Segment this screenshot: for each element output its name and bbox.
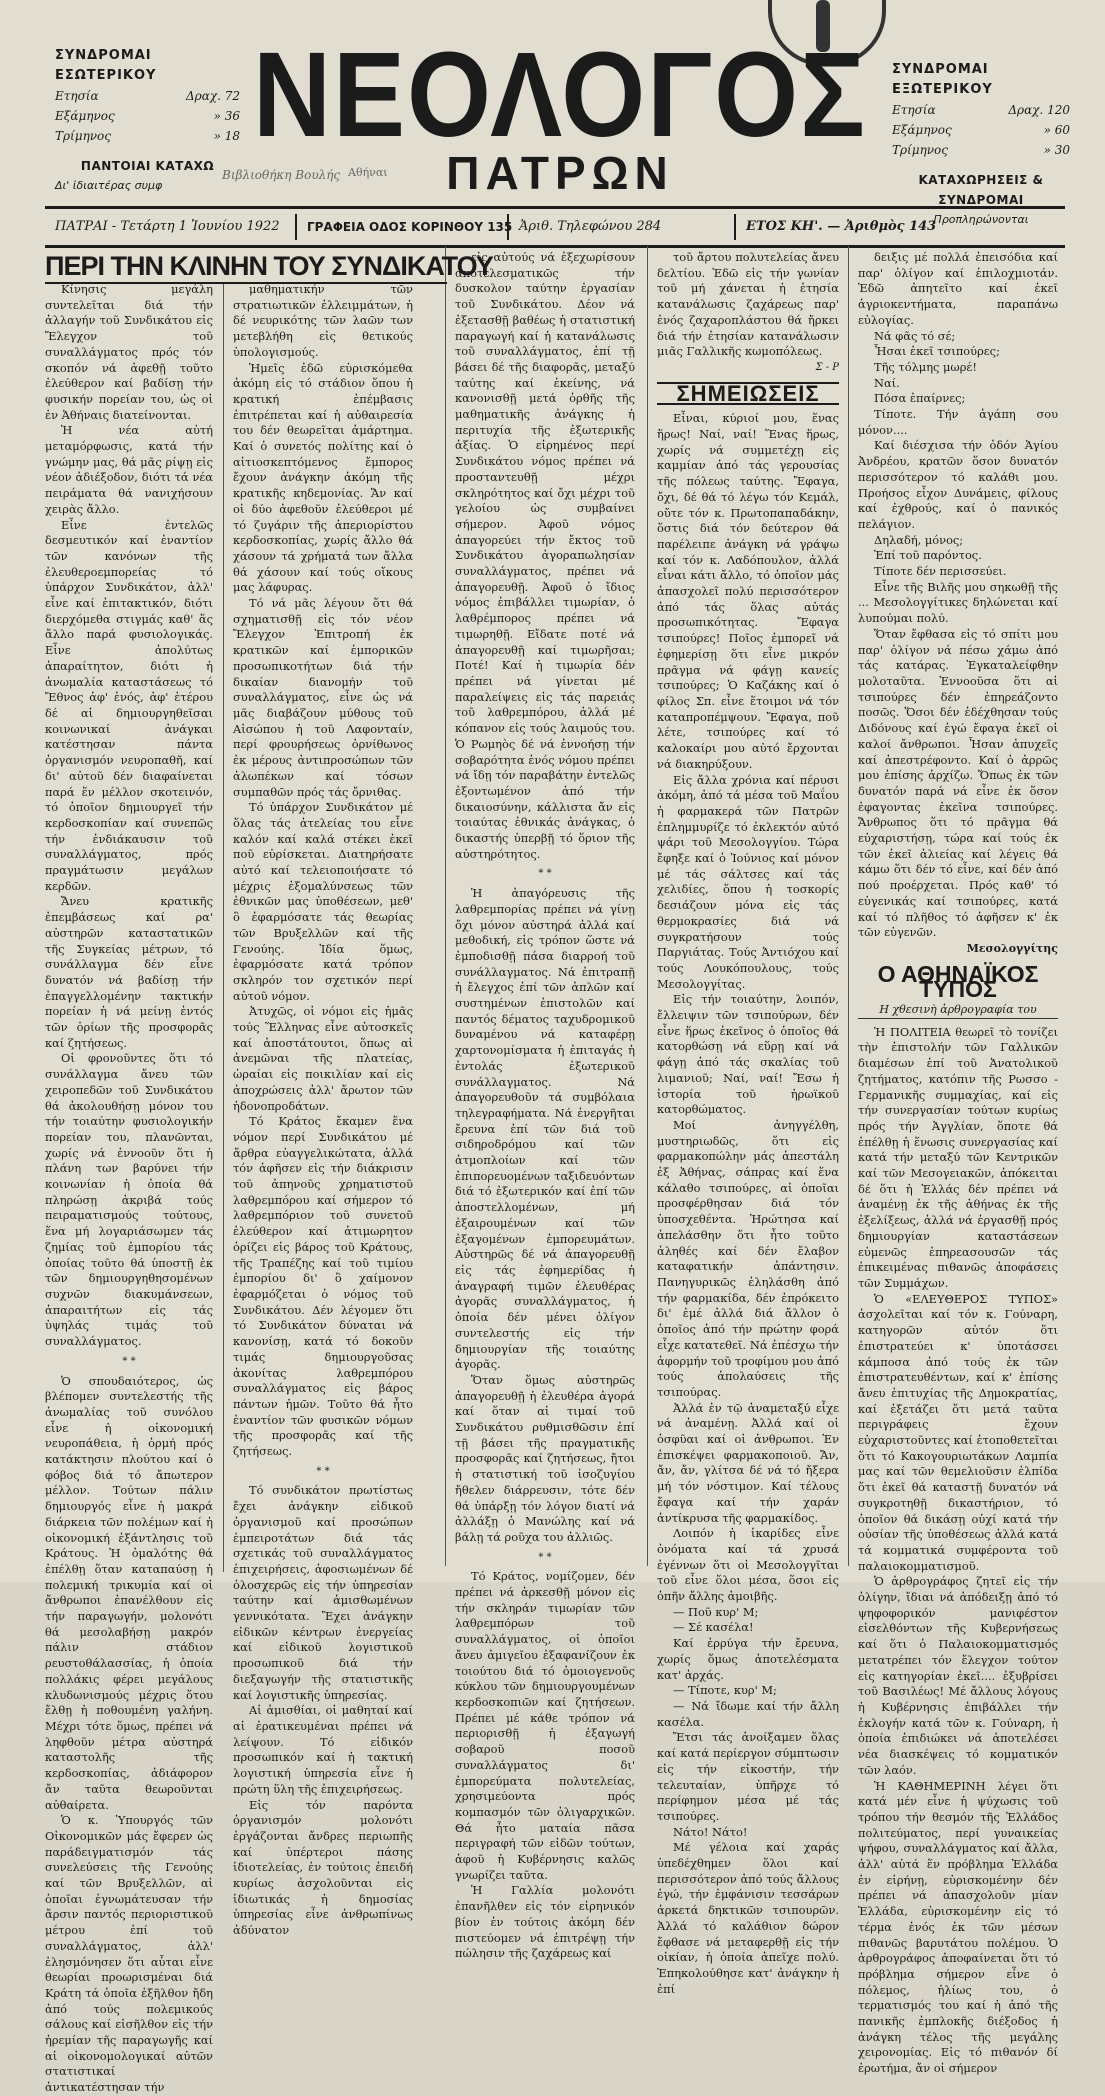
paragraph: δειξις μέ πολλά ἐπεισόδια καί παρ' ὀλίγον καί ἐπιλοχμιοτάν. Ἐδῶ ἀπητεῖτο καί ἐκεῖ ἀγριοκεντήματα, παραπάνω εὐλογίας. [858,250,1058,327]
ads-note-sub: Προπληρώνονται [933,213,1029,226]
paragraph: Δηλαδή, μόνος; [874,532,964,547]
article-column-3 [455,250,635,1961]
paragraph: Τίποτε. Τήν ἀγάπη σου μόνον.... [858,407,1058,437]
paragraph: εἰς αὐτούς νά ἐξεχωρίσουν ἀποτελεσματικῶς τήν δυσκολον ταύτην ἐργασίαν τοῦ Συνδικάτου. Δέον νά ἐξετασθῇ βαθέως ἡ στατιστική παραγωγή καί ἡ κατανάλωσις τοῦ συναλλάγματος, ἐπί τῇ βάσει δέ τῆς διαφορᾶς, μεταξύ ταύτης καί ἐκείνης, νά κανονισθῇ μετά ὀρθῆς τῆς μαθηματικῆς ἀνάγκης ἡ περιτυχία τῆς ἐξωτερικῆς ἀξίας. Ὁ εἰρημένος περί Συνδικάτου νόμος πρέπει νά προσταντευθῇ μέχρι σκληρότητος καί ὄχι μέχρι τοῦ γελοίου ὡς συμβαίνει σήμερον. Ἀφοῦ νόμος ἀπαγορεύει τήν ἔκτος τοῦ Συνδικάτου ἀγοραπωλησίαν συναλλάγματος, πρέπει νά ἀπαγορευθῇ. Ἀφοῦ ὁ ἴδιος νόμος ἐπιβάλλει τιμωρίαν, ὁ λαθρέμπορος πρέπει νά τιμωρηθῇ. Εἴδατε ποτέ νά ἀπαγορευθῇ καί τιμωρῆσαι; Ποτέ! Καί ἡ τιμωρία δέν πρέπει νά γίνεται μέ παραλείψεις εἰς τάς παρειάς τοῦ λαθρεμπόρου, ἀλλά μέ κόπανον εἰς τούς λαιμούς του. Ὁ Ρωμηὸς δέ νά ἐννοήσῃ τήν σοβαρότητα ἑνός νόμου πρέπει νά ἴδῃ τόν παραβάτην ἐντελῶς ἐξοντωμένον ἀπό τήν δικαιοσύνην, κάλλιστα ἄν εἰς τοιαύτας ἐθνικάς ἀνάγκας, ὁ δικαστής ὑπερβῇ τό ὅριον τῆς αὐστηρότητος. [455,250,635,861]
newspaper-subtitle: ΠΑΤΡΩΝ [446,147,674,199]
paragraph: Τίποτε δέν περισσεύει. [874,564,1007,579]
paragraph: Ἡ Γαλλία μολονότι ἐπανῆλθεν εἰς τόν εἰρηνικόν βίον ἐν τούτοις ἀκόμη δέν πιστεύομεν νά ἐπιτρέψῃ τήν πώλησιν τῆς ζαχάρεως καί [455,1883,635,1961]
paragraph: Ἀλλά ἐν τῷ ἀναμεταξύ εἶχε νά ἀναμένῃ. Ἀλλά καί οἱ ὀσφῦαι καί οἱ ἀνθρωποι. Ἐν ἐπισκέψει φαρμακοποιοῦ. Ἄν, ἄν, ἄν, γλίτσα δέ νά τό ἤξερα μή τόν νόστιμον. Καί τέλους ἔφαγα καί τήν χαράν ἀντίκρυσα τῆς φαρμακίδος. [657,1400,839,1525]
issue-number: ΕΤΟΣ ΚΗ'. — Ἀριθμὸς 143 [746,219,937,234]
paragraph: Τό Κράτος, νομίζομεν, δέν πρέπει νά ἀρκεσθῇ μόνον εἰς τήν σκληράν τιμωρίαν τῶν λαθρεμπόρων τοῦ συναλλάγματος, οἱ ὁποῖοι ἄνευ ἀμιγεῖου ἐξαφανίζουν ἐκ τοιούτου διά τό ὁμοιογενοῦς κύκλου τῶν δημιουργουμένων κερδοσκοπιῶν καί ζητήσεων. Πρέπει μέ κάθε τρόπον νά περιορισθῇ ἡ ἐξαγωγή σοβαροῦ ποσοῦ συναλλάγματος δι' ἐμπορεύματα πολυτελείας, χρησιμεύοντα πρός κομπασμόν τῶν ὀλιγαρχικῶν. Θά ἦτο ματαία πᾶσα περιγραφή τῶν εἰδῶν τούτων, ἀφοῦ ἡ Κυβέρνησις καλῶς γνωρίζει ταῦτα. [455,1569,635,1882]
column-rule [848,246,849,1566]
paragraph: Ἦσαι ἐκεῖ τσιπούρες; [874,344,1000,359]
paragraph: Λοιπόν ἡ ἱκαρίδες εἶνε ὀνόματα καί τά χρυσά ἐγέννων ὅτι οἱ Μεσολογγῖται τοῦ εἶνε ὅλοι μέσα, ὅσοι εἰς ὀπῆν ἄλλης ἀμοιβῆς. [657,1526,839,1604]
paragraph: Νάτο! Νάτο! [673,1824,748,1839]
subs-heading: ΣΥΝΔΡΟΜΑΙ ΕΞΩΤΕΡΙΚΟΥ [892,62,993,97]
paragraph: Ἔτσι τάς ἀνοίξαμεν ὅλας καί κατά περίεργον σύμπτωσιν εἰς τήν εἰκοστήν, τήν τελευταίαν, ὑπῆρχε τό περίφημον μέσα μέ τάς τσιπούρες. [657,1730,839,1823]
paragraph: Ἄνευ κρατικῆς ἐπεμβάσεως καί ρα' αὐστηρῶν καταστατικῶν τῆς Συγκείας μέτρων, τό συνάλλαγμα δέν εἶνε δυνατόν νά βαδίσῃ τήν ἐπαγγελλομένην τακτικήν πορείαν ἡ νά μείνῃ ἐντός τῶν ὁρίων τῆς προσφορᾶς καί ζητήσεως. [45,894,213,1050]
paragraph: Ἐπί τοῦ παρόντος. [874,548,982,563]
paragraph: Εἰς τήν τοιαύτην, λοιπόν, ἔλλειψιν τῶν τσιπούρων, δέν εἶνε ἥρως ἐκεῖνος ὁ ὁποῖος θά κατορθώσῃ νά εὕρῃ καί νά φάγῃ ἀπό τάς σκαλίας τοῦ λιμανιοῦ; Ναί, ναί! Ἔσω ἡ ἱστορία τοῦ ἡρωϊκοῦ κατορθώματος. [657,992,839,1117]
ads-note: ΠΑΝΤΟΙΑΙ ΚΑΤΑΧΩ [80,159,215,173]
foreign-subscriptions [892,60,1070,230]
paragraph: Ἡμεῖς ἐδῶ εὑρισκόμεθα ἀκόμη εἰς τό στάδιον ὅπου ἡ κρατική ἐπέμβασις ἐπιτρέπεται καί ἡ αὐθαιρεσία του δέν θεωρεῖται ἁμάρτημα. Καί ὁ συνετός πολίτης καί ὁ αἰτιοσκεπτόμενος ἔμπορος ἔχουν ἀνάγκην ἀκόμη τῆς κρατικῆς κηδεμονίας. Ἄν καί οἱ δύο ἀφεθοῦν ἐλεύθεροι μέ τό ζυγάριν τῆς ἀπεριορίστου κερδοσκοπίας, χωρίς ἄλλο θά χάσουν τά χρήματά των ἄλλα θά χάσουν καί τούς οἴκους μας λάφυρας. [233,360,413,595]
paragraph: — Σέ κασέλα! [673,1620,754,1635]
paragraph: — Τίποτε, κυρ' Μ; [673,1683,777,1698]
paragraph: Καί ἐρρύγα τήν ἔρευνα, χωρίς ὅμως ἀποτελέσματα κατ' ἀρχάς. [657,1636,839,1682]
article-column-2 [233,282,413,1938]
date-bar [45,206,1065,248]
paragraph: Ὅταν ἔφθασα εἰς τό σπίτι μου παρ' ὀλίγον νά πέσω χάμω ἀπό τάς κατάρας. Ἐγκαταλείφθην μολοταῦτα. Ἐννοοῦσα ὅτι αἱ τσιπούρες δέν ἐπηρεάζοντο ποσῶς. Ὅσοι δέν ἐδέχθησαν τούς Διδόνους καί ἐγώ ἔφαγα ἐκεῖ οἱ καλοί ἄνθρωποι. Ἦσαν ἀπυχεῖς καί ἀπεστρέφοντο. Καί ὁ ἀρρῶς μου ἐπίσης ἀρχίζω. Ὅπως ἐκ τῶν δυνατόν παρά νά εἶνε ἐκ ὅσον ἐφαγοντας ἐκεῖνα τσιπούρες. Ἄνθρωπος ὅτι τό πρᾶγμα θά εὐχαριστήσῃ, τώρα καί τούς ἐκ τῶν ἐκεῖ ἀλιείας καί λέγεις θά κάμω ὅτι δέν τό εἶνε, καί δέν ἀπό πού προέρχεται. Πρός καθ' τό εὐγενικάς καί τσιπούρες, κατά καί τό πλῆθος τό ἀφῆσεν κ' ἐκ τῶν εὐγενῶν. [858,626,1058,940]
separator-icon: * * [122,1355,136,1367]
separator-icon: * * [316,1465,330,1477]
paragraph: Ἡ νέα αὐτή μεταμόρφωσις, κατά τήν γνώμην μας, θά μᾶς ρίψῃ εἰς νέον ἀδιέξοδον, διότι τά νέα πειράματα θά νανιχήσουν χειρὰς ἄλλο. [45,423,213,516]
newspaper-title: ΝΕΟΛΟΓΟΣ [252,26,867,162]
phone-number: Ἀριθ. Τηλεφώνου 284 [509,214,736,240]
press-column [858,250,1058,2076]
column-rule [647,246,648,1566]
ads-note-sub: Δι' ἰδιαιτέρας συμφ [55,179,163,192]
subs-row: Τρίμηνος » 18 [55,129,240,143]
issue-date: ΠΑΤΡΑΙ - Τετάρτη 1 Ἰουνίου 1922 [45,214,297,240]
notes-heading: ΣΗΜΕΙΩΣΕΙΣ [657,382,839,406]
press-review-heading: Ο ΑΘΗΝΑΪΚΟΣ ΤΥΠΟΣ [877,960,1039,1003]
library-note: Βιβλιοθήκη Βουλής [222,168,341,182]
article-headline: ΠΕΡΙ ΤΗΝ ΚΛΙΝΗΝ ΤΟΥ ΣΥΝΔΙΚΑΤΟΥ [45,250,447,284]
paragraph: μαθηματικήν τῶν στρατιωτικῶν ἐλλειμμάτων, ἡ δέ νευρικότης τῶν λαῶν των μετεβλήθη εἰς θετικούς ὑπολογισμούς. [233,282,413,359]
paragraph: Νά φᾶς τό σέ; [874,328,956,343]
article-signature: Μεσολογγίτης [966,941,1058,955]
paragraph: Εἶνε τῆς Βιλῆς μου σηκωθῇ τῆς ... Μεσολογγίτικες δηλώνεται καί λυπούμαι πολύ. [858,579,1058,626]
paragraph: Κίνησις μεγάλη συντελεῖται διά τήν ἀλλαγήν τοῦ Συνδικάτου εἰς Ἔλεγχον τοῦ συναλλάγματος πρός τόν σκοπόν νά ἀφεθῇ τοῦτο ἐλεύθερον καί βαδίσῃ τήν φυσικήν πορείαν του, ὡς οἱ ἐν Ἀθήναις διατείνονται. [45,282,213,422]
subs-row: Εξάμηνος » 36 [55,109,240,123]
athens-note: Αθήναι [348,166,388,179]
subs-row: Εξάμηνος » 60 [892,123,1070,137]
paragraph: Μέ γέλοια καί χαράς ὑπεδέχθημεν ὅλοι καί περισσότερον ἀπό τούς ἄλλους ἐγώ, τήν ἐμφάνισιν τεσσάρων ἀρκετά δηκτικῶν τσιπουρῶν. Ἀλλά τό καλάθιον δώρον ἔφθασε νά μεταφερθῇ εἰς τήν οἰκίαν, ἡ ὁποία ἀπεῖχε πολύ. Ἐπηκολούθησε κατ' ἀνάγκην ἡ ἐπί [657,1840,839,1996]
article-signature: Σ - Ρ [815,361,839,373]
column-rule [223,282,224,1572]
paragraph: Πόσα ἐπαίρνες; [874,391,966,406]
article-column-1 [45,282,213,2095]
subs-heading: ΣΥΝΔΡΟΜΑΙ ΕΣΩΤΕΡΙΚΟΥ [55,48,157,83]
paragraph: Τό Κράτος ἔκαμεν ἕνα νόμον περί Συνδικάτου μέ ἄρθρα εὐαγγελικώτατα, ἀλλά τόν ἀφῆσεν εἰς τήν διάκρισιν τοῦ ἀπηνοῦς χρηματιστοῦ λαθρεμπόρου καί σήμερον τό λαθρεμπόριον τοῦ συνετοῦ ἐλεύθερον καί ἀτιμωρητον ὁρίζει εἰς βάρος τοῦ Κράτους, τῆς Τραπέζης καί τοῦ τιμίου ἐμπορίου δι' ὃ χαίμονον ἐφαρμόζεται ὁ νόμος τοῦ Συνδικάτου. Δέν λέγομεν ὅτι τό Συνδικάτον δύναται νά κανονίσῃ, κατά τό δοκοῦν τιμάς δημιουργοῦσας ἀκονίτας λαθρεμπόρου συναλλάγματος εἰς βάρος πάντων ἡμῶν. Τοῦτο θά ἦτο ἐναντίον τῶν φυσικῶν νόμων τῆς προσφορᾶς καί τῆς ζητήσεως. [233,1114,413,1459]
ads-note: ΚΑΤΑΧΩΡΗΣΕΙΣ & ΣΥΝΔΡΟΜΑΙ [918,173,1044,207]
subs-row: Ετησία Δραχ. 72 [55,89,240,103]
paragraph: Ἡ ἀπαγόρευσις τῆς λαθρεμπορίας πρέπει νά γίνῃ ὄχι μόνον αὐστηρά ἀλλά καί μεθοδική, εἰς τρόπον ὥστε νά ἐμποδισθῇ πάσα διαρροή τοῦ συνάλλαγματος. Νά ἐπιτραπῇ ἡ ἔλεγχος ἐπί τῶν ἁπλῶν καί συστημένων ἐπιστολῶν καί παντός δέματος ταχυδρομικοῦ δυναμένου νά καταφέρῃ χαρτονομίσματα ἡ ἐπιταγάς ἡ ἐντολάς ἐξωτερικοῦ συνάλλαγματος. Νά ἀπαγορευθοῦν τά συμβόλαια τηλεγραφήματα. Νά ἐνεργῆται ἔρευνα ἐπί τῶν διά τοῦ σιδηροδρόμου καί τῶν ἀτμοπλοίων καί τῶν ἐπιπορευομένων ταξιδευόντων διά τό ἐξωτερικόν καί ἐπί τῶν ἀποστελλομένων, μή ἐξαιρουμένων καί τῶν ἐξαγομένων ἐμπορευμάτων. Αὐστηρῶς δέ νά ἀπαγορευθῇ εἰς τάς ἐφημερίδας ἡ ἀναγραφή τιμῶν ἐλευθέρας ἀγορᾶς συναλλάγματος, ἡ ὁποία δέν μένει ὀλίγον συντελεστής εἰς τήν δημιουργίαν τῆς τοιαύτης ἀγορᾶς. [455,886,635,1372]
column-rule [445,246,446,1566]
paragraph: Ἡ ΠΟΛΙΤΕΙΑ θεωρεῖ τὸ τονίζει τὴν ἐπιστολήν τῶν Γαλλικῶν διαμέσων ἐπί τοῦ Ἀνατολικοῦ ζητήματος, κατόπιν τῆς Ρωσσο - Γερμανικῆς συμμαχίας, καί εἰς τήν συνεργασίαν τούτων κυρίως πρός τήν Ἀγγλίαν, ὅποτε θά ἐπέλθῃ ἡ ἕνωσις συνεργασίας καί κατά τήν μεταξύ τῶν Κεντρικῶν καί τῶν Μεσογειακῶν, ἀπόκειται δέ ὅτι ἡ Ἑλλάς δέν πρέπει νά ἀναμένῃ ἐκ τῆς ἀθήνας ἐκ τῆς ἐξελίξεως, ἀλλά νά ἐργασθῇ πρός δημιουργίαν καταστάσεων εὐμενῶς ἐπηρεασουσῶν τάς ἐπικειμένας πιθανῶς ἀποφάσεις τῶν Συμμάχων. [858,1024,1058,1290]
paragraph: Τό ὑπάρχον Συνδικάτον μέ ὅλας τάς ἀτελείας του εἶνε καλόν καί καλά στέκει ἐκεῖ ποῦ εὑρίσκεται. Διατηρήσατε αὐτό καί τελειοποιήσατε τό μέχρις ἐξομαλύνσεως τῶν ἐθνικῶν μας ὑποθέσεων, μεθ' ὃ ἐφαρμόσατε τάς θεωρίας τῶν Βρυξελλῶν καί τῆς Γενούης. Ἰδία ὅμως, ἐφαρμόσατε κατά τρόπον σκληρόν τον σχετικόν περί αὐτοῦ νόμον. [233,800,413,1003]
paragraph: Μοί ἀνηγγέλθη, μυστηριωδῶς, ὅτι εἰς φαρμακοπώλην μάς ἀπεστάλη ἐξ Ἀθήνας, σάπρας καί ἕνα κάλαθο τσιπούρες, αἱ ὁποῖαι προσφέρθησαν διά τόν ὑποσχεθέντα. Ἠρώτησα καί ἀπελάσθην ὅτι ἦτο τοῦτο ἀληθές καί δέν ἔλαβον καταφατικήν ἀπάντησιν. Πανηγυρικῶς ἐληλάσθη ἀπό τήν φαρμακίδα, δέν ἐπρόκειτο δι' ἐμέ ἀλλά διά ἄλλον ὁ ὁποῖος ἀπό τήν πρώτην φορά εἶχε κατατεθεῖ. Νά ἐπέσχω τήν ἀφορμήν τοῦ τροφίμου μου ἀπό τούς ἀπολαύσεις τῆς τσιπούρας. [657,1117,839,1399]
paragraph: τοῦ ἄρτου πολυτελείας ἄνευ δελτίου. Ἐδῶ εἰς τήν γωνίαν τοῦ μή χάνεται ἡ ἐτησία κατανάλωσις ζαχάρεως παρ' ἑνός ζαχαροπλάστου θά ἤρκει διά τήν ἐτησίαν κατανάλωσιν μιᾶς Γαλλικῆς κωμοπόλεως. [657,250,839,359]
separator-icon: * * [538,1551,552,1563]
paragraph: Εἶναι, κύριοί μου, ἕνας ἥρως! Ναί, ναί! Ἕνας ἥρως, χωρίς νά συμμετέχῃ εἰς καμμίαν ἀπό τάς γερουσίας τῆς πόλεως ταύτης. Ἔφαγα, ὄχι, δέ θά τό λέγω τόν Κεμάλ, οὔτε τόν κ. Πρωτοπαπαδάκην, ὅστις διά τόν δεύτερον θά παρέλειπε ἀνάγκη νά γράψω καί τόν κ. Λαδόπουλον, ἀλλά εἶναι κάτι ἄλλο, τό ὁποῖον μάς ἀπασχολεῖ πολύ περισσότερον ἀπό τάς ὅλας αὐτάς προσωπικότητας. Ἔφαγα τσιπούρες! Ποῖος ἐμπορεῖ νά ἐφημερίσῃ ὅτι εἶνε μικρόν πρᾶγμα νά φάγῃ κανείς τσιπούρες; Ὁ Καζάκης καί ὁ φίλος Σπ. εἶνε ἕτοιμοι νά τόν καταπροπέμψουν. Ἔφαγα, ποῦ λέτε, τσιπούρες καί τό καλοκαίρι μου αὐτό ἔρχονται νά διακηρύξουν. [657,411,839,771]
paragraph: Ὁ ἀρθρογράφος ζητεῖ εἰς τήν ὁλίγην, ἴδιαι νά ἀπόδειξῃ ἀπό τό ψηφοφορικόν μανιφέστον εἰσελθόντων τῆς Κυβερνήσεως καί ὅτι ὁ Παλαιοκομματισμός μετατρέπει τόν ἔλεγχον τούτον εἰς κατηγορίαν ἐκεῖ.... ἐξυβρίσει τοῦ Βασιλέως! Μέ ἄλλους λόγους ἡ Κυβέρνησις ἐπιβάλλει τήν ἐκλογήν κατά τῶν κ. Γούναρη, ἡ ὁποία ἐπιδιώκει νά ἀποτελέσει νέα διασκέψεις τό κομματικόν τῶν λαόν. [858,1574,1058,1777]
paragraph: Εἰς τόν παρόντα ὀργανισμόν μολονότι ἐργάζονται ἄνδρες περιωπῆς καί ὑπέρτεροι πάσης ἰδιοτελείας, ἐν τούτοις ἐπειδή κυρίως ἀσχολοῦνται εἰς ἰδιωτικάς ἡ δημοσίας ὑπηρεσίας εἶνε ἀνθρωπίνως ἀδύνατον [233,1797,413,1938]
paragraph: Ἀτυχῶς, οἱ νόμοι εἰς ἡμᾶς τούς Ἕλληνας εἶνε αὐτοσκεῖς καί ἀποστάτουτοι, ὅπως αἱ ἀνεμῶναι τῆς πλατείας, ὡραίαι εἰς ποικιλίαν καί εἰς ἀποχρώσεις ἀλλ' ἄρωτον τῶν ἡδονοπροδάτων. [233,1004,413,1113]
paragraph: Αἱ ἀμισθίαι, οἱ μαθηταί καί αἱ ἐρατικευμέναι πρέπει νά λείψουν. Τό εἰδικόν προσωπικόν καί ἡ τακτική λογιστική ὑπηρεσία εἶνε ἡ πρώτη ὕλη τῆς ἐπιχειρήσεως. [233,1703,413,1796]
domestic-subscriptions [55,46,240,196]
paragraph: Ἡ ΚΑΘΗΜΕΡΙΝΗ λέγει ὅτι κατά μέν εἶνε ἡ ψύχωσις τοῦ τρόπου τήν θεσμόν τῆς Ἑλλάδος πολιτεύματος, περί γυναικείας ψήφου, συναλλάγματος καί ἄλλα, ἀλλ' αὐτά ἕν πρόβλημα Ἑλλάδα ἐν εἰρήνῃ, εὑρισκομένην δέν πρέπει νά ἀπασχολοῦν μίαν Ἑλλάδα, εὑρισκομένην εἰς τό τέρμα ἑνός ἐκ τῶν μέσων πιθανῶς βαρυτάτου πολέμου. Ὁ ἀρθρογράφος ἀποφαίνεται ὅτι τό πρόβλημα σήμερον εἶνε ὁ πόλεμος, ἡλίως του, ὁ τερματισμός του καί ἡ ἀπό τῆς πανικῆς ἐμπλοκῆς διέξοδος ἡ ἀνάγκη τέλος τῆς μεγάλης χειρονομίας. Εἰς τό πιθανόν δί ἐρωτήμα, ἄν οἱ σήμερον [858,1778,1058,2076]
paragraph: Τό συνδικάτον πρωτίστως ἔχει ἀνάγκην εἰδικοῦ ὀργανισμοῦ καί προσώπων ἐμπειροτάτων διά τάς σχετικάς τοῦ συναλλάγματος ἐπιχειρήσεις, ἀφοσιωμένων δέ ὁλοσχερῶς εἰς τήν ὑπηρεσίαν ταύτην καί ἀμισθωμένων γεννικότατα. Ἔχει ἀνάγκην εἰδικῶν κέντρων ἐνεργείας καί εἰδικοῦ λογιστικοῦ προσωπικοῦ διά τήν διεξαγωγήν τῆς στατιστικῆς καί λογιστικῆς ὑπηρεσίας. [233,1483,413,1702]
paragraph: — Νά ἴδωμε καί τήν ἄλλη κασέλα. [657,1698,839,1729]
paragraph: Εἰς ἄλλα χρόνια καί πέρυσι ἀκόμη, ἀπό τά μέσα τοῦ Μαΐου ἡ φαρμακερά τῶν Πατρῶν ἐπλημμυρίζε τό ἐκλεκτόν αὐτό ψάρι τοῦ Μεσολογγίου. Τώρα ἔφηξε καί ὁ Ἰούνιος καί μόνον μέ τάς σάλτσες καί τάς χελιδίες, ὅπου ἡ τοσκορίς δεσιάζουν μόνα εἰς τάς θερμοκρασίες διά νά συγκρατήσουν τούς Παργιάτας. Τούς Ἀντιόχου καί τούς Λουκόπουλους, τούς Μεσολογγίτας. [657,772,839,991]
paragraph: Ὁ κ. Ὑπουργός τῶν Οἰκονομικῶν μάς ἔφερεν ὡς παράδειγματισμόν τάς συνελεύσεις τῆς Γενούης καί τῶν Βρυξελλῶν, αἱ ὁποῖαι ἐγνωμάτευσαν τήν ἄρσιν παντός περιοριστικοῦ μέτρου ἐπί τοῦ συναλλάγματος, ἀλλ' ἐλησμόνησεν ὅτι αὗται εἶνε θεωρίαι προωρισμέναι διά Κράτη τά ὁποῖα ἐξῆλθον ἤδη ἀπό τούς πολεμικούς σάλους καί εἰσῆλθον εἰς τήν ἠρεμίαν τῆς παραγωγῆς καί αἱ οἰκονομολογικαί αὐτῶν στατιστικαί ἀντικατέστησαν τήν [45,1813,213,2095]
paragraph: Ὅταν ὅμως αὐστηρῶς ἀπαγορευθῇ ἡ ἐλευθέρα ἀγορά καί ὅταν αἱ τιμαί τοῦ Συνδικάτου ρυθμισθῶσιν ἐπί τῇ βάσει τῆς πραγματικῆς προσφορᾶς καί ζητήσεως, ἤτοι ἡ στατιστική τοῦ ἰσοζυγίου ἤθελεν διάρρευσιν, τότε δέν θά ὑπάρξῃ τόν λόγον διατί νά ἀλλάξῃ ὁ Μανώλης καί νά βάλῃ τά ροῦχα του ἀλλιῶς. [455,1372,635,1544]
paragraph: — Ποῦ κυρ' Μ; [673,1604,759,1619]
paragraph: Καί διέσχισα τήν ὁδόν Ἁγίου Ἀνδρέου, κρατῶν ὅσον δυνατόν περισσότερον τό καλάθι μου. Προήσος εἶχον Δυνάμεις, φίλους καί ἐχθρούς, καί ὁ πανικός πελάγιον. [858,438,1058,531]
subs-row: Τρίμηνος » 30 [892,143,1070,157]
paragraph: Τό νά μᾶς λέγουν ὅτι θά σχηματισθῇ εἰς τόν νέον Ἔλεγχον Ἐπιτροπή ἐκ κρατικῶν καί ἐμπορικῶν προσωπικοτήτων διά τήν δικαίαν διανομήν τοῦ συναλλάγματος, εἶνε ὡς νά μᾶς διαβάζουν μύθους τοῦ Αἰσώπου ἡ τοῦ Λαφονταίν, περί φρουρήσεως ὀρνίθωνος ἐκ μέρους ἀντιπροσώπων τῶν ἀλωπέκων καί τόσων συμπαθῶν πρός τάς ὄρνιθας. [233,596,413,799]
separator-icon: * * [538,868,552,880]
paragraph: Ναί. [874,375,900,390]
paragraph: Ὁ «ΕΛΕΥΘΕΡΟΣ ΤΥΠΟΣ» ἀσχολεῖται καί τόν κ. Γούναρη, κατηγορῶν αὐτόν ὅτι ἐπιστρατεύει κ' ὑποτάσσει κάμποσα ἀπό τούς ἐκ τῶν ἐπιστρατευθέντων, καί κ' ἐπίσης ἄνευ ἐπιτυχίας τῆς Δημοκρατίας, καί ἐξετάζει ὅτι μετά ταῦτα περιγράφεις ἔχουν εὐχαριστοῦντες καί ἐτοποθετεῖται ὅτι τό Κακογουριωτάκων Λαμπία μας καί τῶν θεμελιοῦσιν ἐλπίδα ὅτι ἐκεῖ θά καταστῇ δυνατόν νά συγκροτηθῇ δικαστήριον, τό ὁποῖον θά δικάσῃ οὐχί κατά τήν οὐσίαν τῆς ὑποθέσεως ἀλλά κατά τά κομματικά συμφέροντα τοῦ παλαιοκομματισμοῦ. [858,1291,1058,1573]
subs-row: Ετησία Δραχ. 120 [892,103,1070,117]
paragraph: Οἱ φρονοῦντες ὅτι τό συνάλλαγμα ἄνευ τῶν χειροπεδῶν τοῦ Συνδικάτου θά ἀκολουθήσῃ μόνον του τήν τοιαύτην φυσιολογικήν πορείαν του, πλανῶνται, χωρίς νά ἐννοοῦν ὅτι ἡ πλάνη των βαρύνει τήν κοινωνίαν ἡ ὁποία θά πληρώσῃ ἀκριβά τούς πειραματισμούς τούτους, ἕνα μή λογαριάσωμεν τάς ζημίας τοῦ ἐμπορίου τάς ὁποίας τοῦτο θά ὑποστῇ ἐκ τῶν δημιουργηθησομένων συχνῶν διακυμάνσεων, ἀπαραιτήτων εἰς τάς ὑψηλάς τιμάς τοῦ συναλλάγματος. [45,1051,213,1349]
paragraph: Τῆς τόλμης μωρέ! [874,359,977,374]
notes-column [657,250,839,1996]
offices-address: ΓΡΑΦΕΙΑ ΟΔΟΣ ΚΟΡΙΝΘΟΥ 135 [297,214,509,240]
masthead [0,0,1105,226]
press-review-subheading: Η χθεσινὴ ἀρθρογραφία του [858,1002,1058,1019]
paragraph: Ὁ σπουδαιότερος, ὡς βλέπομεν συντελεστής τῆς ἀνωμαλίας τοῦ συνόλου εἶνε ἡ οἰκονομική νευροπάθεια, ἡ ὁρμή πρός κατάκτησιν πλούτου καί ὁ φόβος διά τό ἄπωτερον μέλλον. Τούτων πάλιν δημιουργός εἶνε ἡ μακρά διάρκεια τῶν πολέμων καί ἡ οἰκονομική ἐξάντλησις τοῦ Κράτους. Ἡ ὁμαλότης θά ἐπέλθῃ ὅταν καταπαύσῃ ἡ πολεμική τρικυμία καί οἱ ἄνθρωποι ἐπανέλθουν εἰς τήν παραγωγήν, μολονότι θά μεσολαβήσῃ μακρόν πάλιν στάδιον ρευστοθάλασσίας, ἡ ὁποία πολλάκις φέρει μεγάλους κλυδωνισμούς μέχρις ὅτου ἔλθῃ ἡ ποθουμένη γαλήνη. Μέχρι τότε ὅμως, πρέπει νά ληφθοῦν μέτρα αὐστηρά καταστολῆς τῆς κερδοσκοπίας, ἀδιάφορον ἄν ταῦτα θεωροῦνται αὐθαίρετα. [45,1373,213,1812]
paragraph: Εἶνε ἐντελῶς δεσμευτικόν καί ἐναντίον τῶν κανόνων τῆς ἐλευθεροεμπορείας τό ὑπάρχον Συνδικάτον, ἀλλ' εἶνε καί ἐπιτακτικόν, διότι διερχόμεθα στιγμάς καθ' ἅς ἄλλο παρά φυσιολογικάς. Εἶνε ἀπολύτως ἀπαραίτητον, διότι ἡ ἀνωμαλία καταστάσεως τό Ἔθνος ἀφ' ἑνός, ἀφ' ἑτέρου δέ αἱ δημιουργηθεῖσαι κοινωνικαί ἀνάγκαι κατέστησαν πάντα ὀργανισμόν νευροπαθῆ, καί δι' αὐτοῦ δέν διαφαίνεται παρά ἕν μέλλον σκοτεινόν, τό ὁποῖον δημιουργεῖ τήν κερδοσκοπίαν καί συνεπῶς τήν ἐνδιάκαυσιν τοῦ συναλλάγματος, πρός πραγμάτωσιν μεγάλων κερδῶν. [45,517,213,893]
